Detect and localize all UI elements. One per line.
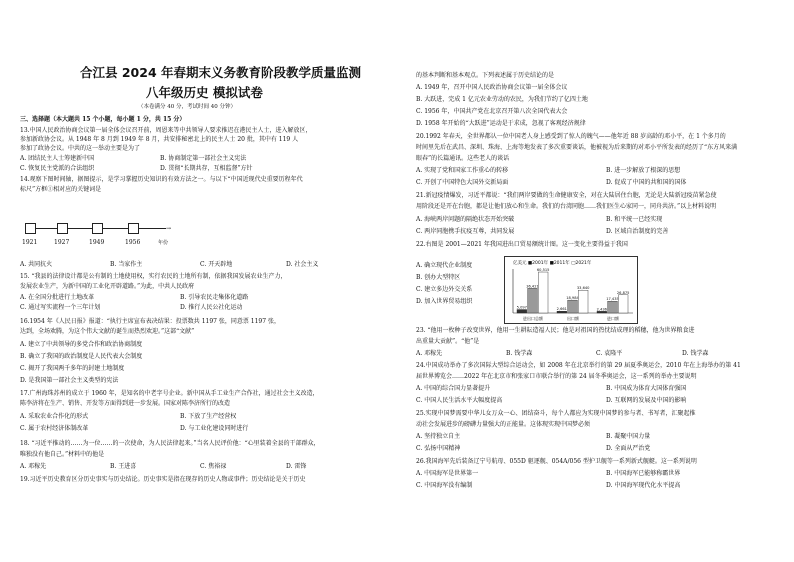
q26-option-b: B. 中国海军已能够称霸世界 xyxy=(606,470,681,477)
q22-option-b: B. 创办大型特区 xyxy=(416,274,461,281)
q14-line2: 标尺”方框①相对应的关键词是 xyxy=(20,186,102,193)
q13-line3: 参加了政协会议。中共的这一举动主要是为了 xyxy=(20,145,141,152)
q17-option-c: C. 属于农村经济体制改革 xyxy=(20,425,89,432)
q18-line2: 唯独没有他自己。”材料中的他是 xyxy=(20,451,105,458)
q20-option-b: B. 进一步解放了根深的思想 xyxy=(606,167,681,174)
q25-option-a: A. 坚持独立自主 xyxy=(416,433,461,440)
q25-option-d: D. 全面从严治党 xyxy=(606,445,651,452)
q22-option-a: A. 确立现代企业制度 xyxy=(416,262,473,269)
q24-option-a: A. 中国的综合国力显著提升 xyxy=(416,385,491,392)
chart-bar xyxy=(618,295,628,313)
timeline-box xyxy=(92,223,103,234)
q13-line2: 参加新政协会议。从 1948 年 8 月到 1949 年 8 月，共安排秘密北上的民主人士 20 批，其中有 119 人 xyxy=(20,136,299,143)
timeline-year: 1927 xyxy=(54,239,70,246)
q18-option-d: D. 雷锋 xyxy=(286,463,307,470)
chart-bar xyxy=(517,310,527,313)
q13-line1: 13.中国人民政治协商会议第一届全体会议召开前，周恩来等中共领导人要求推迟在港民主人士，进入解放区， xyxy=(20,127,312,134)
q26-option-d: D. 中国海军现代化水平提高 xyxy=(606,482,681,489)
chart-data-label: 26,875 xyxy=(616,290,630,295)
chart-data-label: 2,661 xyxy=(556,307,567,312)
q15-line2: 发展农业生产，为新中国的工业化开辟道路。”为此，中共人民政府 xyxy=(20,283,195,290)
q21-option-c: C. 两岸同胞携手抗疫互尊，共同发展 xyxy=(416,228,515,235)
q25-line1: 25.实现中国梦需要中华儿女万众一心、团结奋斗，每个人都应为实现中国梦的参与者、书写者，汇聚起推 xyxy=(416,410,696,417)
q17-line1: 17.广州海珠苏州的成立于 1960 年，是知名的中老字号企业。新中国从手工业生产合作社，通过社会主义改造， xyxy=(20,390,319,397)
timeline-arrow: → xyxy=(166,225,172,232)
section-heading: 三、选择题（本大题共 15 个小题，每小题 1 分，共 15 分） xyxy=(20,116,186,123)
exam-title: 合江县 2024 年春期末义务教育阶段教学质量监测 xyxy=(80,65,361,80)
chart-bar xyxy=(578,290,588,313)
q21-line1: 21.新冠疫情爆发，习近平都说：“我们两岸要做的生命健康安全，对在大陆居住台胞，无论是大陆新冠疫苗紧急使 xyxy=(416,192,717,199)
q14-line1: 14.观察下图时间轴，据图提示，是学习掌握历史知识的有效方法之一。与以下“中国近现代史重要历程年代 xyxy=(20,176,303,183)
q24-option-b: B. 中国成为体育大国体育强国 xyxy=(606,385,687,392)
chart-bar xyxy=(608,301,618,313)
q25-option-b: B. 凝聚中国力量 xyxy=(606,433,651,440)
q24-option-c: C. 中国人民生活水平大幅度提高 xyxy=(416,397,503,404)
q25-option-c: C. 弘扬中国精神 xyxy=(416,445,461,452)
q16-option-c: C. 揭开了我国两千多年的封建土地制度 xyxy=(20,365,125,372)
q21-option-b: B. 和平统一已经实现 xyxy=(606,216,663,223)
chart-category-label: 进口额 xyxy=(607,316,619,321)
q20-option-a: A. 实现了党和国家工作重心的转移 xyxy=(416,167,509,174)
timeline-axis-label: 年份 xyxy=(158,240,169,246)
q15-option-d: D. 推行人民公社化运动 xyxy=(180,304,243,311)
q23-option-c: C. 袁隆平 xyxy=(596,350,623,357)
q21-option-a: A. 海峡两岸问题的隔绝状态开始突破 xyxy=(416,216,515,223)
q18-option-c: C. 焦裕禄 xyxy=(200,463,227,470)
chart-data-label: 33,640 xyxy=(576,286,590,291)
q22-option-d: D. 加入世界贸易组织 xyxy=(416,298,473,305)
q13-option-d: D. 贯彻“长期共存，互相监督”方针 xyxy=(160,165,253,172)
q20-line2: 时间里先后在武昌、深圳、珠海、上海等地发表了多次重要谈话，他被视为后来期的对邓小平所发表的经历了“东方风来满 xyxy=(416,144,738,151)
q16-line2: 达到，全场欢腾，为这个伟大文献的诞生而热烈欢迎。”这部“文献” xyxy=(20,328,195,335)
chart-category-label: 出口额 xyxy=(567,316,579,321)
q18-option-a: A. 邓稼先 xyxy=(20,463,47,470)
q22-option-c: C. 建立多边外交关系 xyxy=(416,286,473,293)
q26-option-c: C. 中国海军没有编制 xyxy=(416,482,473,489)
q15-line1: 15. “我县的法律设计都是公有制的土地使用权，实行农民的土地所有制，依据我国发展农业生产力， xyxy=(20,273,287,280)
timeline-year: 1949 xyxy=(89,239,105,246)
q13-option-c: C. 恢复民主党派的合法组织 xyxy=(20,165,95,172)
exam-note: （本卷满分 40 分，考试时间 40 分钟） xyxy=(138,104,236,110)
q23-option-b: B. 钱学森 xyxy=(506,350,533,357)
q17-option-b: B. 下放了生产经营权 xyxy=(180,413,237,420)
q15-option-c: C. 通过写实流程一个三年计划 xyxy=(20,304,101,311)
q19-option-b: B. 大跃进，完成 1 亿元农业劳动的农民，为我们节约了亿四土地 xyxy=(416,96,588,103)
exam-subtitle: 八年级历史 模拟试卷 xyxy=(146,85,263,100)
q23-line1: 23. “他用一枚种子改变世界，他用一生耕耘造福人民；他是对祖国的热忱结成理的稻穗，他为世界粮食进 xyxy=(416,327,695,334)
q16-option-a: A. 建立了中共领导的多党合作和政治协商制度 xyxy=(20,341,143,348)
chart-data-label: 5,097 xyxy=(516,305,527,310)
q20-option-d: D. 促成了中国的共和国的国体 xyxy=(606,179,687,186)
q16-option-b: B. 确立了我国的政治制度是人民代表大会制度 xyxy=(20,353,143,360)
q24-line2: 届世界博览会……2022 年在北京市和张家口市联合举行的第 24 届冬季奥运会，这一系列的举办主要说明 xyxy=(416,373,697,380)
timeline-year: 1956 xyxy=(125,239,141,246)
chart-legend: 亿美元 ■2001年 ■2011年 □2021年 xyxy=(513,261,592,266)
q19-line2: 的基本判断和基本观点。下列表述属于历史结论的是 xyxy=(416,72,555,79)
chart-data-label: 2,436 xyxy=(596,307,607,312)
q15-option-a: A. 在全国分批进行土地改革 xyxy=(20,294,95,301)
q20-option-c: C. 开创了中国特色大国外交新局面 xyxy=(416,179,509,186)
q23-option-a: A. 邓稼先 xyxy=(416,350,443,357)
chart-bar xyxy=(528,288,538,313)
q18-line1: 18. “习近平推动的……为一位……的一次使命，为人民法律起来。”当名人民评价他：“心里装着全县的干部群众， xyxy=(20,440,320,447)
q19-option-c: C. 1956 年，中国共产党在北京召开第八次全国代表大会 xyxy=(416,108,568,115)
timeline-box xyxy=(128,223,139,234)
q19-line1: 19.习近平历史教育区分历史事实与历史结论。历史事实是指在现存的历史人物或事件；历史结论是关于历史 xyxy=(20,476,306,483)
q14-option-a: A. 共同抗火 xyxy=(20,261,53,268)
q17-option-a: A. 采取农业合作化的形式 xyxy=(20,413,89,420)
q16-line1: 16.1954 年《人民日报》报道：“执行主席宣布表决结果：投票数共 1197 张，同意票 1197 张， xyxy=(20,318,280,325)
chart-data-label: 17,435 xyxy=(606,297,619,302)
q13-option-a: A. 团结民主人士筹建新中国 xyxy=(20,155,95,162)
q19-option-d: D. 1958 年开始的“大跃进”运动是于求成，忽视了客观经济规律 xyxy=(416,120,586,127)
chart-bar xyxy=(557,311,567,313)
chart-data-label: 18,984 xyxy=(566,296,579,301)
timeline-box xyxy=(57,223,68,234)
q17-line2: 陈李济将在生产、销售、开发等方面得到进一步发展。国家对陈李济所行的改造 xyxy=(20,400,231,407)
q14-option-c: C. 开天辟地 xyxy=(200,261,233,268)
q20-line3: 眼春”的长篇通讯。这些老人的谈话 xyxy=(416,155,510,162)
q21-line2: 用阶段还是开在台胞，都是让他们放心和生命。我们的台湾同胞……我们医生心家同一，同舟共济。”以上材料说明 xyxy=(416,203,717,210)
q18-option-b: B. 王进喜 xyxy=(110,463,137,470)
q19-option-a: A. 1949 年，召开中国人民政治协商会议第一届全体会议 xyxy=(416,84,568,91)
q24-line1: 24.中国成功举办了多次国际大型综合运动会，如 2008 年在北京举行的第 29 届夏季奥运会，2010 年在上海举办的第 41 xyxy=(416,362,741,369)
chart-bar xyxy=(538,272,548,313)
timeline-box xyxy=(25,223,36,234)
q23-line2: 出重量大贡献”。“他”是 xyxy=(416,338,480,345)
q22-line1: 22.右图是 2001—2021 年我国进出口贸易额统计图。这一变化主要得益于我国 xyxy=(416,241,628,248)
q24-option-d: D. 互联网的发展及中国的影响 xyxy=(606,397,687,404)
chart-data-label: 36,421 xyxy=(526,284,539,289)
q14-option-d: D. 社会主义 xyxy=(286,261,319,268)
q14-option-b: B. 当家作主 xyxy=(110,261,143,268)
q17-option-d: D. 与工业化建设同时进行 xyxy=(180,425,249,432)
q26-option-a: A. 中国海军是世界第一 xyxy=(416,470,479,477)
chart-bar xyxy=(597,311,607,313)
q13-option-b: B. 协商制定第一部社会主义宪法 xyxy=(160,155,247,162)
q20-line1: 20.1992 年春天，全世界都认一位中国老人身上感受到了惊人的魄气——他年近 88 岁高龄的邓小平，在 1 个多月的 xyxy=(416,133,726,140)
chart-bar xyxy=(568,300,578,313)
chart-category-label: 进出口总额 xyxy=(523,316,543,321)
chart-data-label: 60,515 xyxy=(536,268,550,273)
q23-option-d: D. 钱学森 xyxy=(682,350,709,357)
q21-option-d: D. 区域自治制度的完善 xyxy=(606,228,669,235)
q26-line1: 26.我国海军先后装备辽宁号航母、055D 驱逐舰、054A/056 型护卫舰等一系列新式舰艇。这一系列说明 xyxy=(416,458,697,465)
q25-line2: 动社会发展进步的磅礴力量强大的正能量。这体现实现中国梦必须 xyxy=(416,421,591,428)
timeline xyxy=(20,222,200,258)
timeline-year: 1921 xyxy=(22,239,38,246)
q16-option-d: D. 是我国第一部社会主义类型的宪法 xyxy=(20,377,119,384)
trade-bar-chart xyxy=(504,256,638,324)
q15-option-b: B. 引导农民走集体化道路 xyxy=(180,294,249,301)
